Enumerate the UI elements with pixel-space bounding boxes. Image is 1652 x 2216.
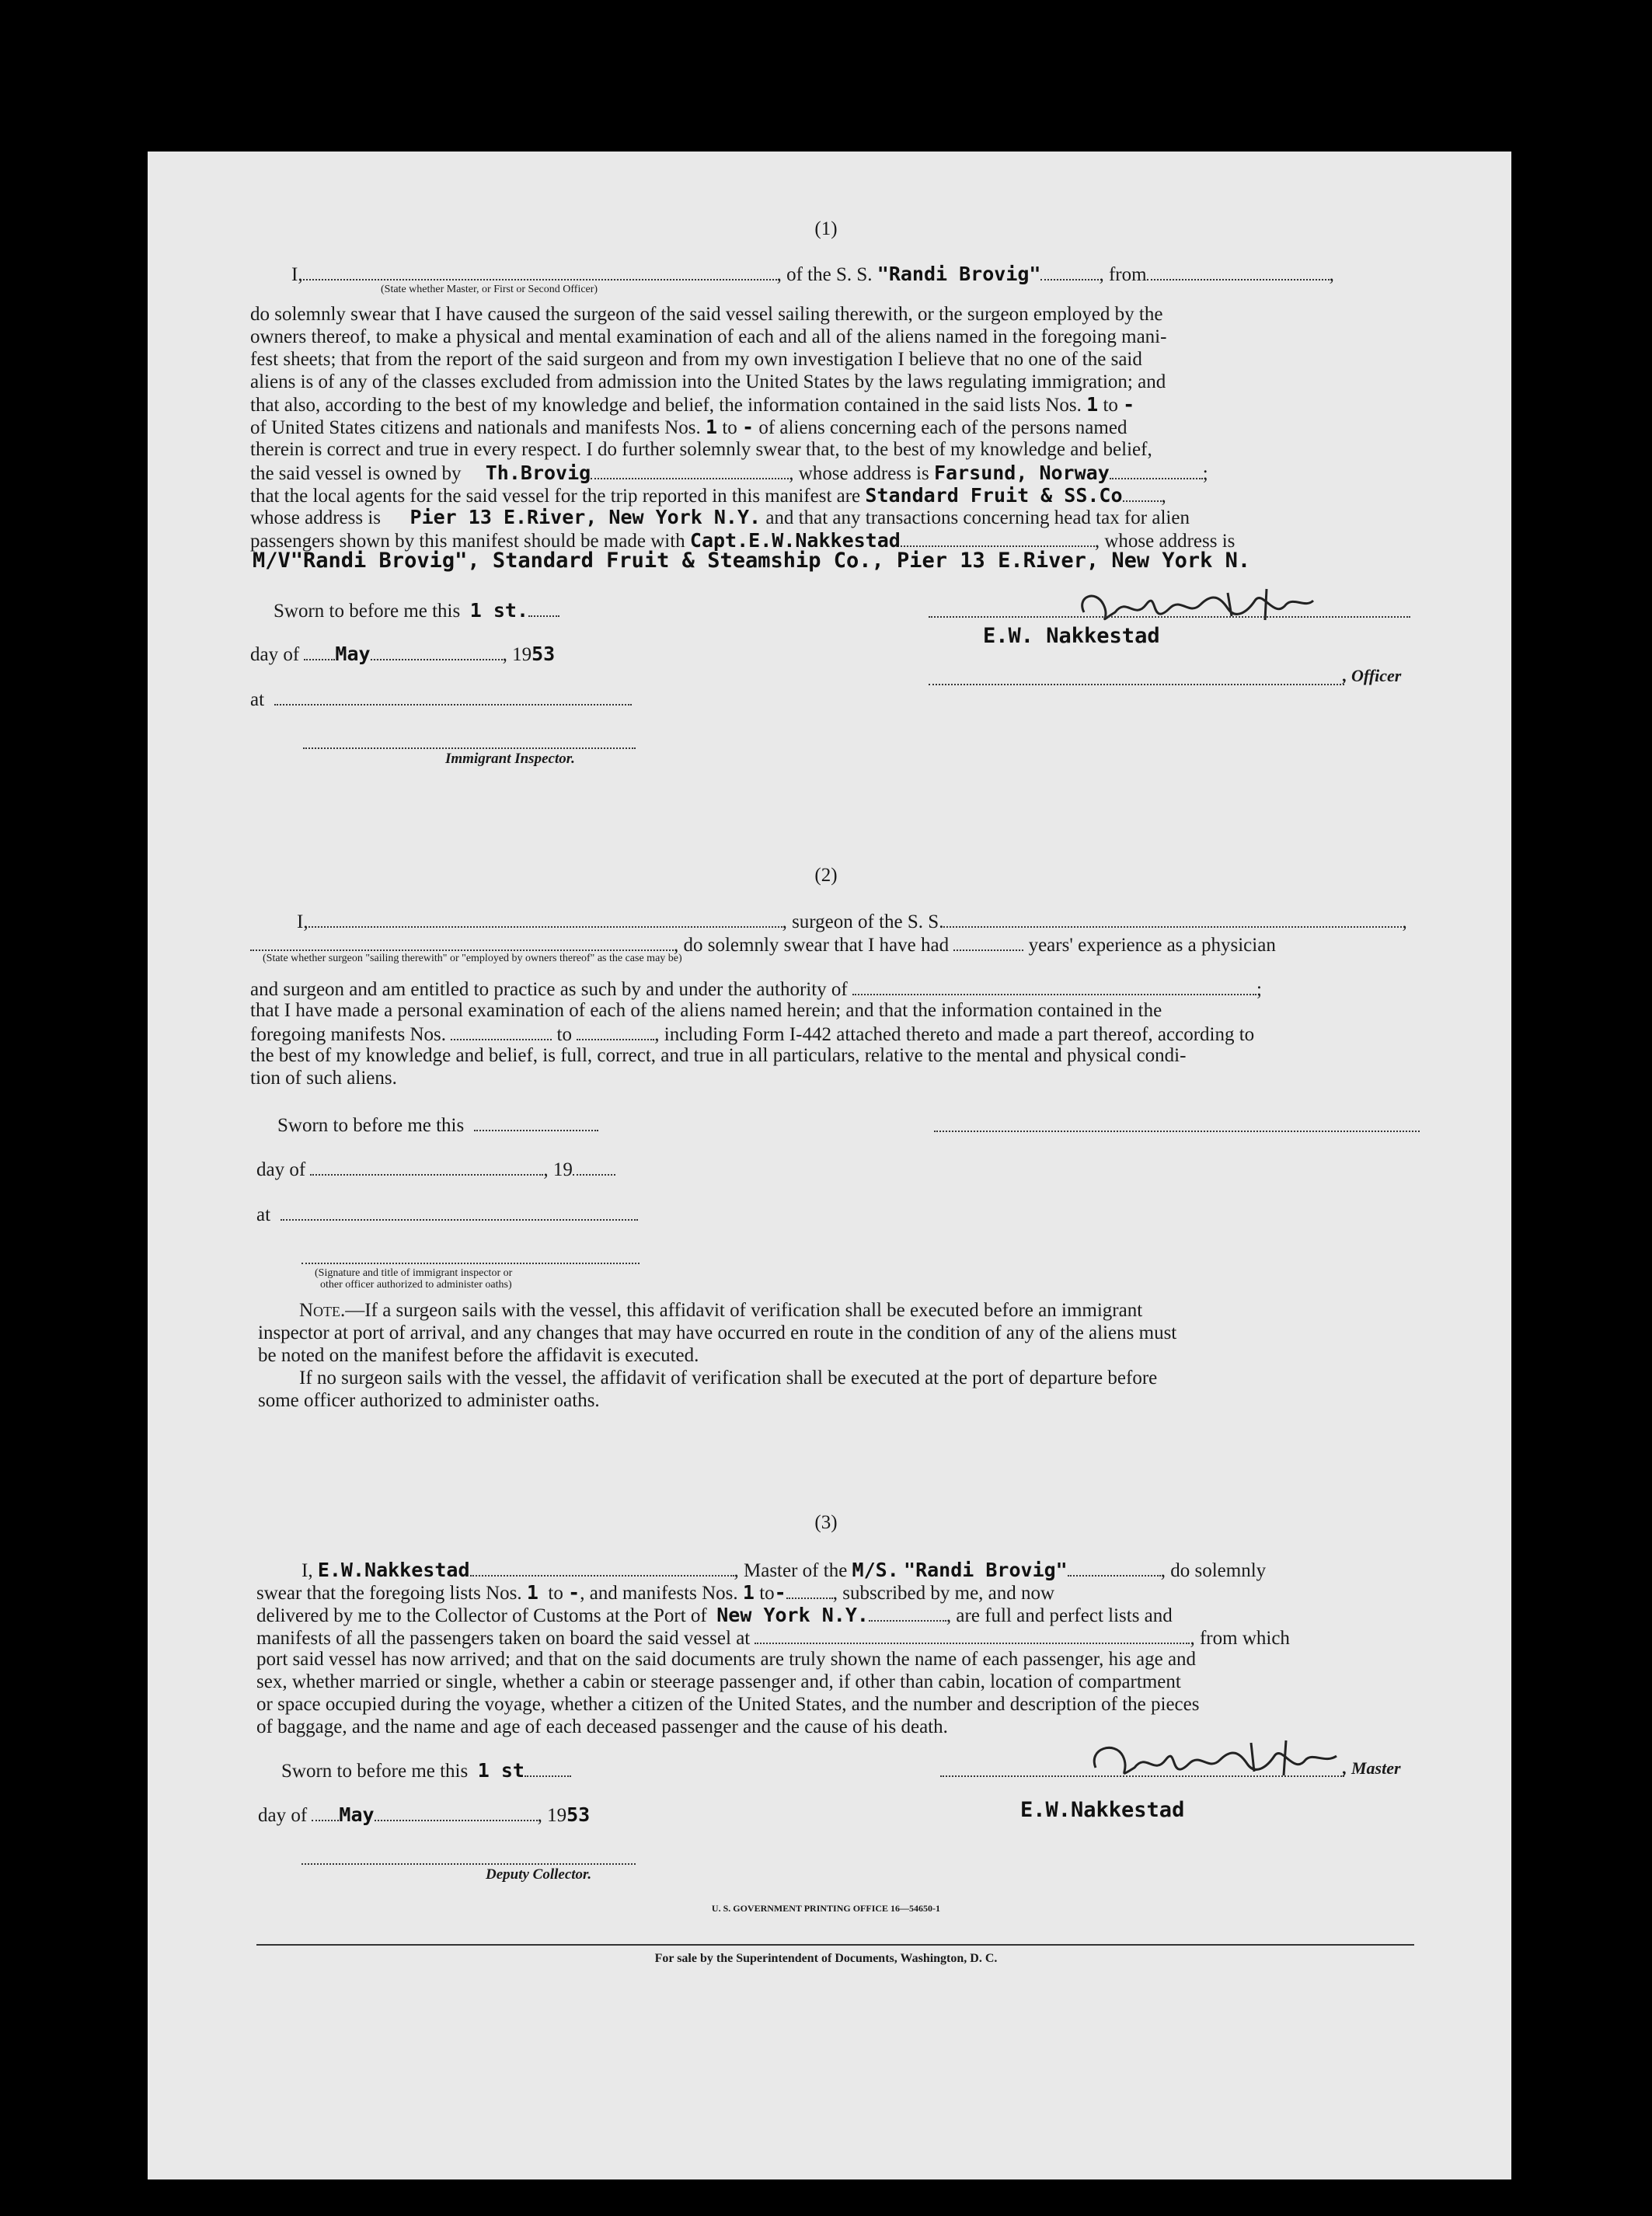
section-3-para-line: of baggage, and the name and age of each deceased passenger and the cause of his death. xyxy=(256,1716,948,1737)
section-1-line-1: I, , of the S. S. "Randi Brovig" , from , xyxy=(291,263,1334,285)
section-2-para-line: the best of my knowledge and belief, is full, correct, and true in all particulars, relative to the mental and physical condi- xyxy=(250,1045,1187,1066)
owner-name: Th.Brovig xyxy=(485,462,591,484)
ship-name: "Randi Brovig" xyxy=(877,263,1041,285)
section-1-para-line: therein is correct and true in every respect. I do further solemnly swear that, to the best of my knowledge and belief, xyxy=(250,439,1152,460)
year: 53 xyxy=(531,643,556,665)
footer-rule xyxy=(256,1944,1414,1946)
section-1-state-note: (State whether Master, or First or Second Officer) xyxy=(381,284,598,295)
section-2-para-line: foregoing manifests Nos. to , including Form I-442 attached thereto and made a part thereof, according to xyxy=(250,1022,1254,1047)
section-3-line-4: manifests of all the passengers taken on board the said vessel at , from which xyxy=(256,1625,1290,1650)
officer-name: E.W. Nakkestad xyxy=(983,624,1160,648)
section-3-day-of: day of May , 1953 xyxy=(258,1803,591,1826)
section-1-para-line: do solemnly swear that I have caused the surgeon of the said vessel sailing therewith, or the surgeon employed by the xyxy=(250,304,1163,325)
inspector-label: Immigrant Inspector. xyxy=(445,751,575,767)
section-2-number: (2) xyxy=(814,865,838,886)
section-3-para-line: or space occupied during the voyage, whether a citizen of the United States, and the number and description of the pieces xyxy=(256,1694,1200,1715)
gpo-line: U. S. GOVERNMENT PRINTING OFFICE 16—54650-1 xyxy=(711,1903,941,1914)
vessel-prefix: M/S. xyxy=(852,1559,899,1581)
section-3-para-line: port said vessel has now arrived; and that on the said documents are truly shown the name of each passenger, his age and xyxy=(256,1649,1197,1670)
section-3-para-line: sex, whether married or single, whether a cabin or steerage passenger and, if other than cabin, location of compartment xyxy=(256,1671,1181,1692)
manifests-to: - xyxy=(742,416,755,438)
master-signature xyxy=(1088,1729,1368,1791)
section-2-line-1: I, , surgeon of the S. S. , xyxy=(297,909,1407,934)
section-3-line-1: I, E.W.Nakkestad , Master of the M/S. "Randi Brovig" , do solemnly xyxy=(301,1559,1267,1581)
contact-address: M/V"Randi Brovig", Standard Fruit & Steamship Co., Pier 13 E.River, New York N. xyxy=(253,549,1251,573)
year-3: 53 xyxy=(566,1803,591,1826)
section-1-at: at xyxy=(250,687,632,712)
master-typed-name: E.W.Nakkestad xyxy=(1020,1798,1185,1822)
officer-signature-line xyxy=(929,616,1410,618)
collector-signature-line xyxy=(301,1863,636,1865)
section-2-note-line: some officer authorized to administer oaths. xyxy=(258,1390,600,1411)
officer-line xyxy=(929,684,1344,685)
section-1-para-line: fest sheets; that from the report of the said surgeon and from my own investigation I believe that no one of the said xyxy=(250,349,1142,370)
port: New York N.Y. xyxy=(716,1604,869,1626)
inspector-signature-line xyxy=(303,747,636,749)
section-2-note-line: If no surgeon sails with the vessel, the affidavit of verification shall be executed at the port of departure before xyxy=(299,1368,1158,1388)
ship-name-3: "Randi Brovig" xyxy=(904,1559,1068,1581)
section-1-day-of: day of May , 1953 xyxy=(250,643,556,665)
section-2-para-line: tion of such aliens. xyxy=(250,1068,397,1089)
section-1-para-line: that also, according to the best of my knowledge and belief, the information contained in the said lists Nos. 1 to - xyxy=(250,393,1135,416)
section-2-note-line: inspector at port of arrival, and any changes that may have occurred en route in the condition of any of the aliens must xyxy=(258,1322,1177,1343)
month-3: May xyxy=(339,1803,375,1826)
section-2-sworn: Sworn to before me this xyxy=(277,1113,598,1138)
section-3-line-2: swear that the foregoing lists Nos. 1 to -, and manifests Nos. 1 to- , subscribed by me, and now xyxy=(256,1581,1055,1604)
section-1-para-line: whose address is Pier 13 E.River, New York N.Y. and that any transactions concerning head tax for alien xyxy=(250,506,1190,528)
local-agents: Standard Fruit & SS.Co xyxy=(865,484,1123,507)
section-2-at: at xyxy=(256,1202,638,1227)
section-2-state-note: (State whether surgeon "sailing therewith" or "employed by owners thereof" as the case may be) xyxy=(263,953,682,964)
sig-note-2: other officer authorized to administer oaths) xyxy=(320,1279,512,1291)
master-signature-line xyxy=(940,1775,1344,1777)
lists-to: - xyxy=(1123,393,1135,416)
section-2-note: Note.—If a surgeon sails with the vessel, this affidavit of verification shall be executed before an immigrant xyxy=(299,1300,1143,1321)
month: May xyxy=(335,643,371,665)
section-2-line-2: , do solemnly swear that I have had years' experience as a physician xyxy=(250,932,1276,957)
collector-label: Deputy Collector. xyxy=(486,1866,592,1883)
master-name: E.W.Nakkestad xyxy=(317,1559,470,1581)
surgeon-signature-line xyxy=(934,1131,1420,1132)
section-3-line-3: delivered by me to the Collector of Customs at the Port of New York N.Y. , are full and perfect lists and xyxy=(256,1604,1173,1626)
section-2-para-line: that I have made a personal examination of each of the aliens named herein; and that the information contained in the xyxy=(250,1000,1162,1021)
section-1-para-line: the said vessel is owned by Th.Brovig , whose address is Farsund, Norway ; xyxy=(250,462,1208,484)
section-1-para-line: that the local agents for the said vessel for the trip reported in this manifest are Standard Fruit & SS.Co , xyxy=(250,484,1166,507)
sig-note-1: (Signature and title of immigrant inspector or xyxy=(315,1267,513,1279)
section-2-note-line: be noted on the manifest before the affidavit is executed. xyxy=(258,1345,699,1366)
section-3-number: (3) xyxy=(814,1512,838,1533)
section-1-para-line: of United States citizens and nationals and manifests Nos. 1 to - of aliens concerning each of the persons named xyxy=(250,416,1127,438)
section-3-sworn: Sworn to before me this 1 st xyxy=(281,1758,571,1783)
section-1-para-line: aliens is of any of the classes excluded from admission into the United States by the laws regulating immigration; and xyxy=(250,371,1166,392)
section-1-para-line: passengers shown by this manifest should be made with Capt.E.W.Nakkestad , whose address is xyxy=(250,529,1236,552)
inspector-signature-line-2 xyxy=(301,1263,640,1264)
lists-from: 1 xyxy=(1086,393,1099,416)
agent-address: Pier 13 E.River, New York N.Y. xyxy=(410,506,762,528)
section-2-para-line: and surgeon and am entitled to practice as such by and under the authority of ; xyxy=(250,977,1262,1002)
section-2-day-of: day of , 19 xyxy=(256,1157,615,1182)
master-label: , Master xyxy=(1343,1758,1401,1778)
manifests-from: 1 xyxy=(706,416,718,438)
owner-address: Farsund, Norway xyxy=(933,462,1110,484)
section-1-sworn: Sworn to before me this 1 st. xyxy=(274,598,559,623)
officer-label: , Officer xyxy=(1343,666,1402,685)
head-tax-contact: Capt.E.W.Nakkestad xyxy=(689,529,901,552)
section-1-para-line: owners thereof, to make a physical and mental examination of each and all of the aliens named in the foregoing mani- xyxy=(250,326,1167,347)
sale-line: For sale by the Superintendent of Documents, Washington, D. C. xyxy=(654,1952,998,1965)
section-1-number: (1) xyxy=(814,218,838,239)
note-label: Note. xyxy=(299,1300,346,1321)
